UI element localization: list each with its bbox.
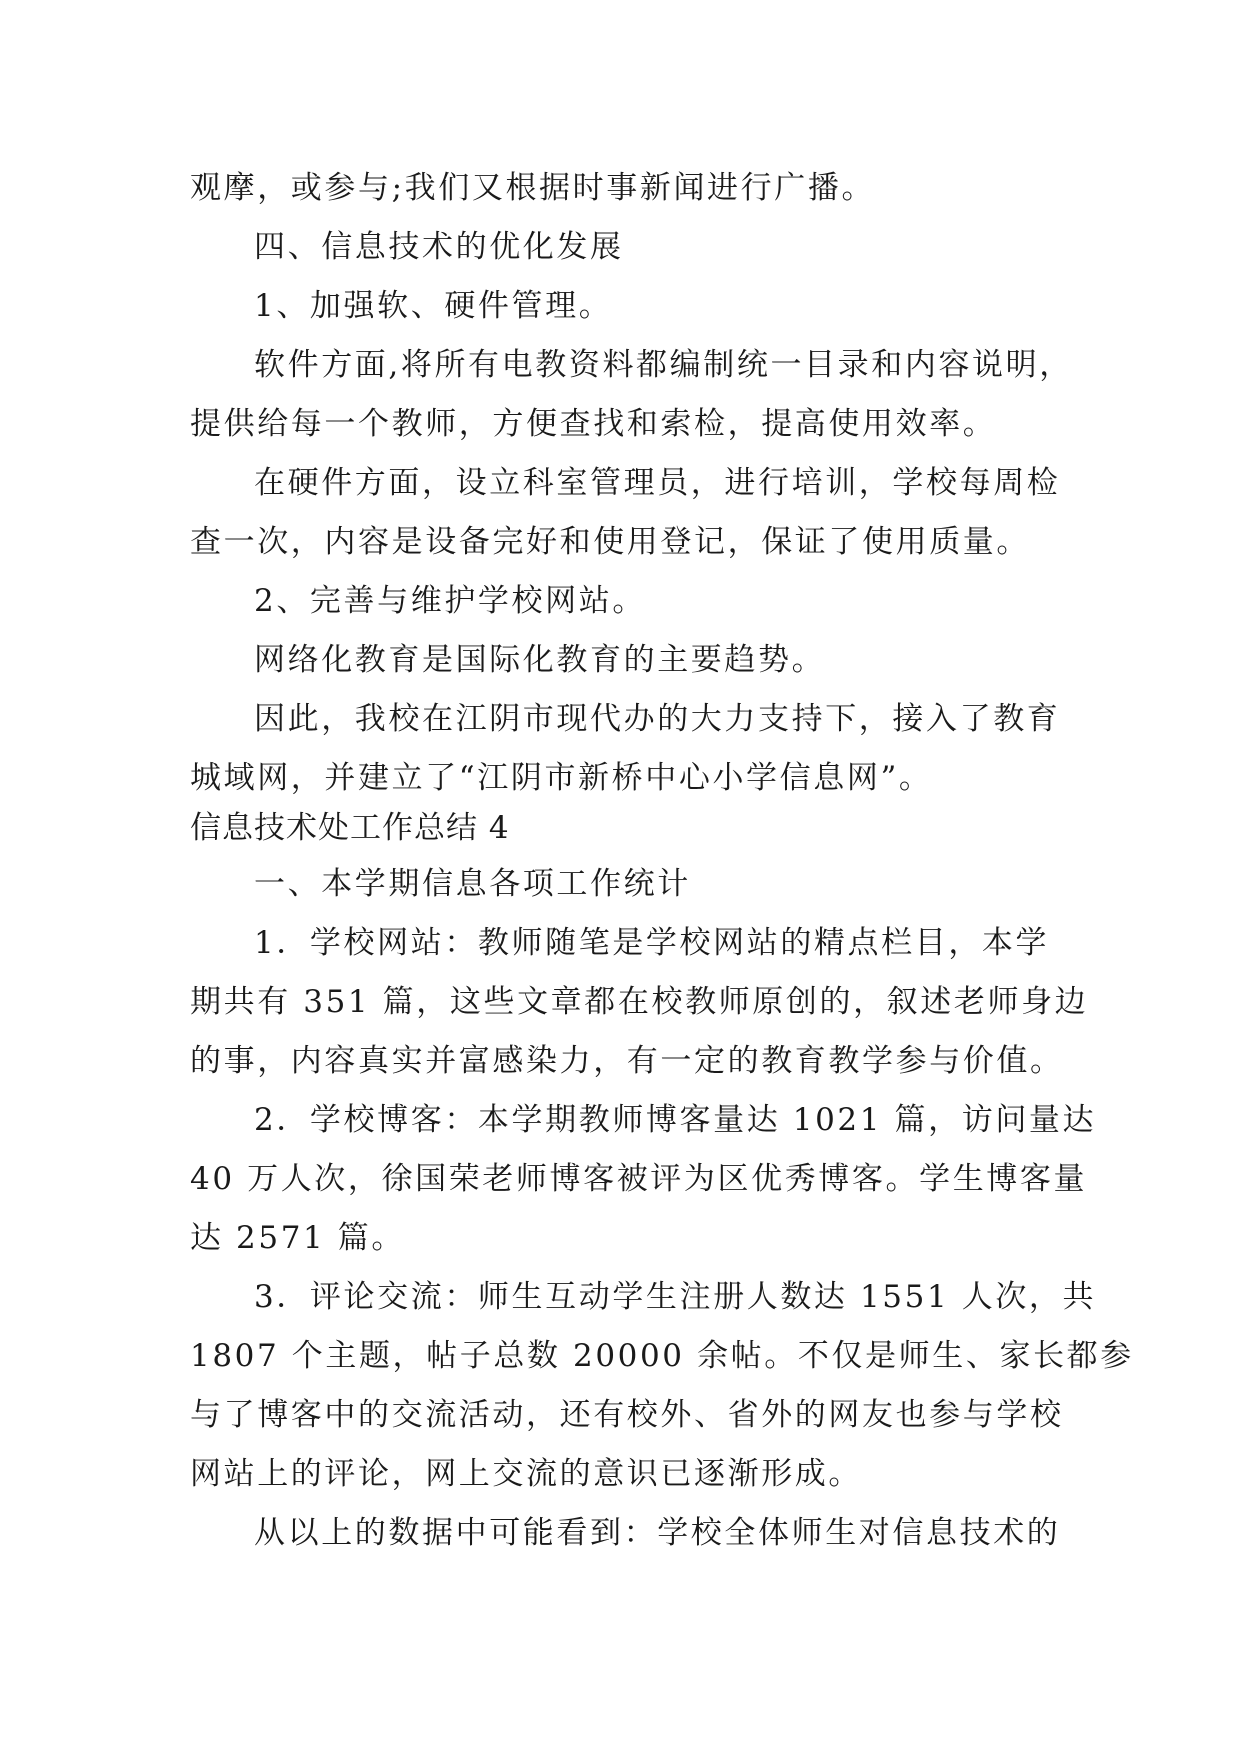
paragraph-line: 40 万人次，徐国荣老师博客被评为区优秀博客。学生博客量 [190,1161,1088,1197]
subsection-heading: 1、加强软、硬件管理。 [254,288,613,324]
document-section-title: 信息技术处工作总结 4 [190,810,510,846]
paragraph-line: 1．学校网站：教师随笔是学校网站的精点栏目，本学 [254,925,1050,961]
paragraph-line: 与了博客中的交流活动，还有校外、省外的网友也参与学校 [190,1397,1064,1433]
section-heading: 四、信息技术的优化发展 [254,229,624,265]
paragraph-line: 网络化教育是国际化教育的主要趋势。 [254,642,826,678]
paragraph-line: 达 2571 篇。 [190,1220,406,1256]
paragraph-line: 期共有 351 篇，这些文章都在校教师原创的，叙述老师身边 [190,984,1089,1020]
subsection-heading: 2、完善与维护学校网站。 [254,583,646,619]
paragraph-line: 观摩，或参与;我们又根据时事新闻进行广播。 [190,170,876,206]
paragraph-line: 的事，内容真实并富感染力，有一定的教育教学参与价值。 [190,1043,1064,1079]
paragraph-line: 2．学校博客：本学期教师博客量达 1021 篇，访问量达 [254,1102,1097,1138]
paragraph-line: 1807 个主题，帖子总数 20000 余帖。不仅是师生、家长都参 [190,1338,1134,1374]
paragraph-line: 3．评论交流：师生互动学生注册人数达 1551 人次，共 [254,1279,1097,1315]
paragraph-line: 查一次，内容是设备完好和使用登记，保证了使用质量。 [190,524,1030,560]
paragraph-line: 网站上的评论，网上交流的意识已逐渐形成。 [190,1456,862,1492]
paragraph-line: 从以上的数据中可能看到：学校全体师生对信息技术的 [254,1515,1061,1551]
section-heading: 一、本学期信息各项工作统计 [254,866,691,902]
paragraph-line: 因此，我校在江阴市现代办的大力支持下，接入了教育 [254,701,1061,737]
paragraph-line: 城域网，并建立了“江阴市新桥中心小学信息网”。 [190,760,933,796]
paragraph-line: 提供给每一个教师，方便查找和索检，提高使用效率。 [190,406,997,442]
paragraph-line: 软件方面,将所有电教资料都编制统一目录和内容说明， [254,347,1073,383]
paragraph-line: 在硬件方面，设立科室管理员，进行培训，学校每周检 [254,465,1061,501]
